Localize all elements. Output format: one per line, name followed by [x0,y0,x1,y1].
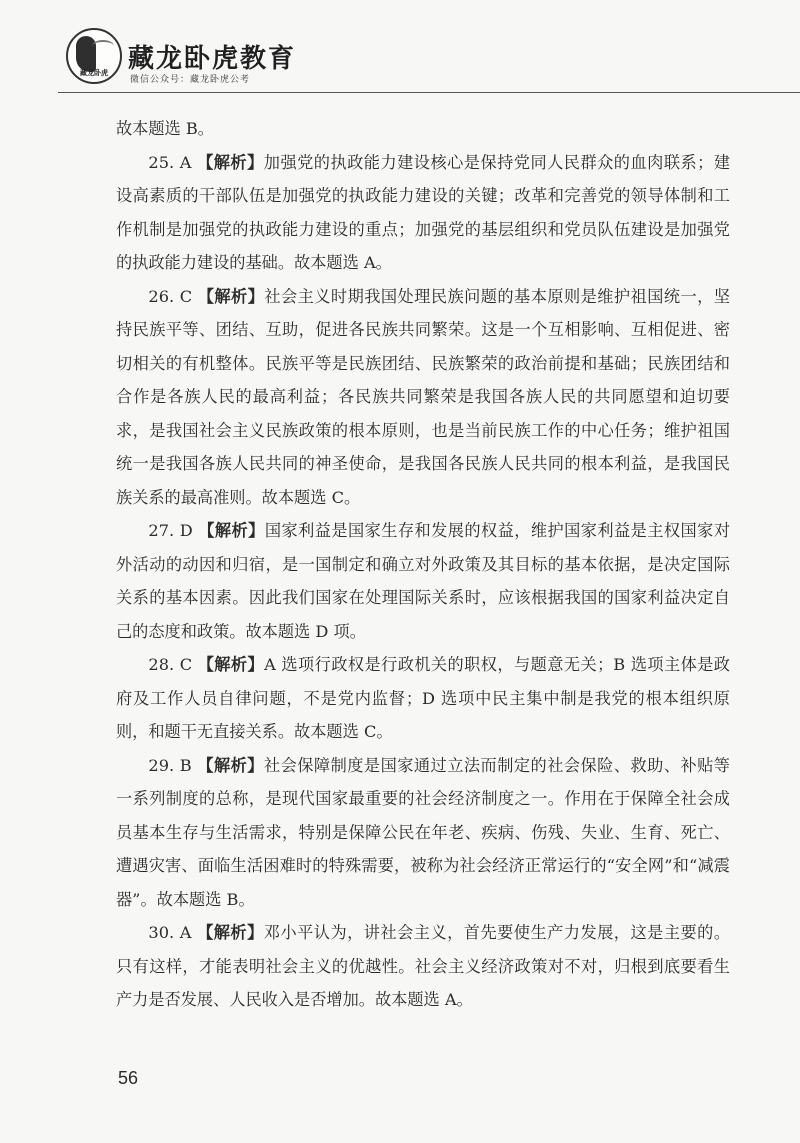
analysis-label: 【解析】 [197,655,265,674]
answer-text: 社会保障制度是国家通过立法而制定的社会保险、救助、补贴等一系列制度的总称，是现代国家最重要的社会经济制度之一。作用在于保障全社会成员基本生存与生活需求，特别是保障公民在年老、疾病、伤残、失业、生育、死亡、遭遇灾害、面临生活困难时的特殊需要，被称为社会经济正常运行的“安全网”和“减震器”。故本题选 B。 [116,755,730,909]
analysis-label: 【解析】 [197,152,264,172]
page-number: 56 [118,1068,139,1088]
answer-text: A 选项行政权是行政机关的职权，与题意无关；B 选项主体是政府及工作人员自律问题，不是党内监督；D 选项中民主集中制是我党的根本组织原则，和题干无直接关系。故本题选 C。 [116,655,730,741]
answer-item-30 [116,916,730,1017]
answer-item-27 [116,514,730,648]
answer-number: 25. A [148,152,192,172]
answer-number: 29. B [148,755,192,775]
answer-item-25 [116,146,730,280]
answer-text: 社会主义时期我国处理民族问题的基本原则是维护祖国统一，坚持民族平等、团结、互助，促进各民族共同繁荣。这是一个互相影响、互相促进、密切相关的有机整体。民族平等是民族团结、民族繁荣的政治前提和基础；民族团结和合作是各族人民的最高利益；各民族共同繁荣是我国各族人民的共同愿望和迫切要求，是我国社会主义民族政策的根本原则，也是当前民族工作的中心任务；维护祖国统一是我国各族人民共同的神圣使命，是我国各民族人民共同的根本利益，是我国民族关系的最高准则。故本题选 C。 [116,286,731,507]
brand-slogan: 微信公众号：藏龙卧虎公考 [130,75,251,85]
answer-text: 加强党的执政能力建设核心是保持党同人民群众的血肉联系；建设高素质的干部队伍是加强党的执政能力建设的关键；改革和完善党的领导体制和工作机制是加强党的执政能力建设的重点；加强党的基层组织和党员队伍建设是加强党的执政能力建设的基础。故本题选 A。 [116,152,731,272]
analysis-label: 【解析】 [198,521,265,540]
logo [66,28,122,84]
brand-name: 藏龙卧虎教育 [128,44,297,74]
analysis-label: 【解析】 [197,923,264,942]
answer-item-28 [116,648,730,749]
answer-text: 邓小平认为，讲社会主义，首先要使生产力发展，这是主要的。只有这样，才能表明社会主义的优越性。社会主义经济政策对不对，归根到底要看生产力是否发展、人民收入是否增加。故本题选 A。 [116,923,731,1009]
header-divider [58,92,800,93]
analysis-label: 【解析】 [197,286,265,306]
page-header [0,0,800,92]
answer-content [116,112,730,1017]
lead-text: 故本题选 B。 [116,119,214,138]
answer-text: 国家利益是国家生存和发展的权益，维护国家利益是主权国家对外活动的动因和归宿，是一国制定和确立对外政策及其目标的基本依据，是决定国际关系的基本因素。因此我们国家在处理国际关系时，应该根据我国的国家利益决定自己的态度和政策。故本题选 D 项。 [116,521,731,641]
logo-text: 藏龙卧虎 [80,68,108,77]
answer-item-29 [116,749,730,917]
logo-leaf-icon [92,40,114,52]
logo-figure-icon [76,36,96,72]
analysis-label: 【解析】 [197,755,264,775]
answer-number: 28. C [148,655,193,674]
answer-number: 30. A [148,923,192,942]
answer-number: 26. C [148,286,193,306]
answer-number: 27. D [148,521,193,540]
answer-item-26 [116,280,730,515]
